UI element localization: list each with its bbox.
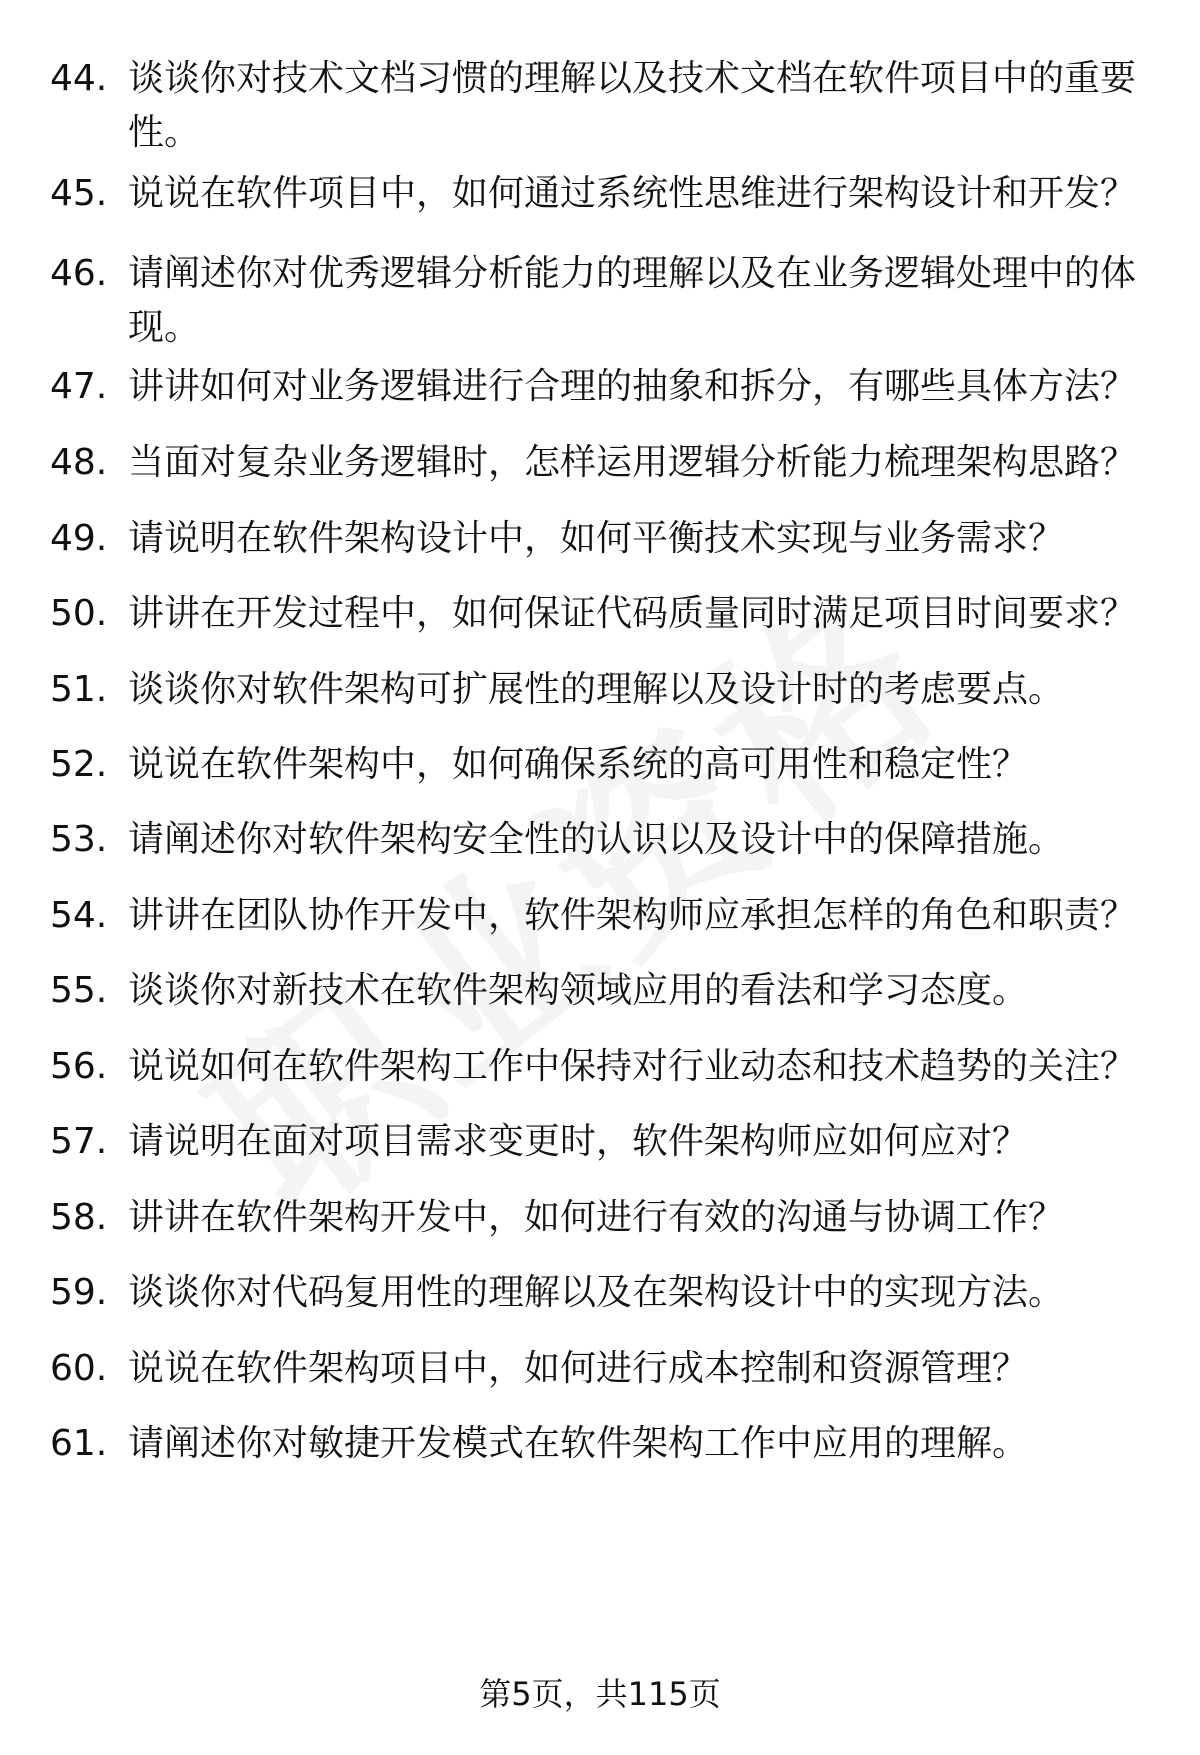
question-item: [50, 964, 1150, 1018]
question-text: 谈谈你对软件架构可扩展性的理解以及设计时的考虑要点。: [128, 669, 1065, 710]
question-text: 讲讲在团队协作开发中，软件架构师应承担怎样的角色和职责？: [128, 895, 1137, 936]
question-number: 59.: [50, 1272, 108, 1313]
question-item: [50, 360, 1150, 414]
question-number: 56.: [50, 1046, 108, 1087]
question-item: [50, 52, 1150, 160]
question-number: 44.: [50, 58, 108, 99]
question-text: 说说在软件项目中，如何通过系统性思维进行架构设计和开发？: [128, 173, 1137, 214]
question-item: [50, 247, 1150, 355]
question-item: [50, 738, 1150, 792]
question-item: [50, 167, 1150, 221]
question-text: 请说明在面对项目需求变更时，软件架构师应如何应对？: [128, 1121, 1029, 1162]
question-item: [50, 1266, 1150, 1320]
question-text: 请阐述你对软件架构安全性的认识以及设计中的保障措施。: [128, 819, 1065, 860]
question-item: [50, 889, 1150, 943]
question-number: 58.: [50, 1197, 108, 1238]
question-number: 46.: [50, 253, 108, 294]
question-number: 52.: [50, 744, 108, 785]
question-number: 60.: [50, 1348, 108, 1389]
question-text: 谈谈你对新技术在软件架构领域应用的看法和学习态度。: [128, 970, 1029, 1011]
question-text: 谈谈你对技术文档习惯的理解以及技术文档在软件项目中的重要性。: [128, 58, 1137, 153]
question-text: 谈谈你对代码复用性的理解以及在架构设计中的实现方法。: [128, 1272, 1065, 1313]
question-number: 50.: [50, 593, 108, 634]
question-number: 49.: [50, 518, 108, 559]
question-number: 55.: [50, 970, 108, 1011]
question-number: 51.: [50, 669, 108, 710]
question-number: 53.: [50, 819, 108, 860]
question-text: 讲讲在开发过程中，如何保证代码质量同时满足项目时间要求？: [128, 593, 1137, 634]
page-footer: 第5页，共115页: [479, 1675, 721, 1713]
question-text: 讲讲在软件架构开发中，如何进行有效的沟通与协调工作？: [128, 1197, 1065, 1238]
question-text: 当面对复杂业务逻辑时，怎样运用逻辑分析能力梳理架构思路？: [128, 442, 1137, 483]
question-text: 说说如何在软件架构工作中保持对行业动态和技术趋势的关注？: [128, 1046, 1137, 1087]
question-text: 说说在软件架构中，如何确保系统的高可用性和稳定性？: [128, 744, 1029, 785]
question-text: 请说明在软件架构设计中，如何平衡技术实现与业务需求？: [128, 518, 1065, 559]
question-item: [50, 663, 1150, 717]
question-text: 说说在软件架构项目中，如何进行成本控制和资源管理？: [128, 1348, 1029, 1389]
question-item: [50, 1417, 1150, 1471]
question-item: [50, 436, 1150, 490]
question-item: [50, 1342, 1150, 1396]
question-item: [50, 512, 1150, 566]
question-number: 61.: [50, 1423, 108, 1464]
question-number: 45.: [50, 173, 108, 214]
question-number: 47.: [50, 366, 108, 407]
question-text: 讲讲如何对业务逻辑进行合理的抽象和拆分，有哪些具体方法？: [128, 366, 1137, 407]
question-text: 请阐述你对优秀逻辑分析能力的理解以及在业务逻辑处理中的体现。: [128, 253, 1137, 348]
question-item: [50, 1040, 1150, 1094]
question-number: 54.: [50, 895, 108, 936]
question-item: [50, 813, 1150, 867]
question-text: 请阐述你对敏捷开发模式在软件架构工作中应用的理解。: [128, 1423, 1029, 1464]
question-item: [50, 587, 1150, 641]
question-item: [50, 1115, 1150, 1169]
question-number: 57.: [50, 1121, 108, 1162]
question-number: 48.: [50, 442, 108, 483]
question-item: [50, 1191, 1150, 1245]
